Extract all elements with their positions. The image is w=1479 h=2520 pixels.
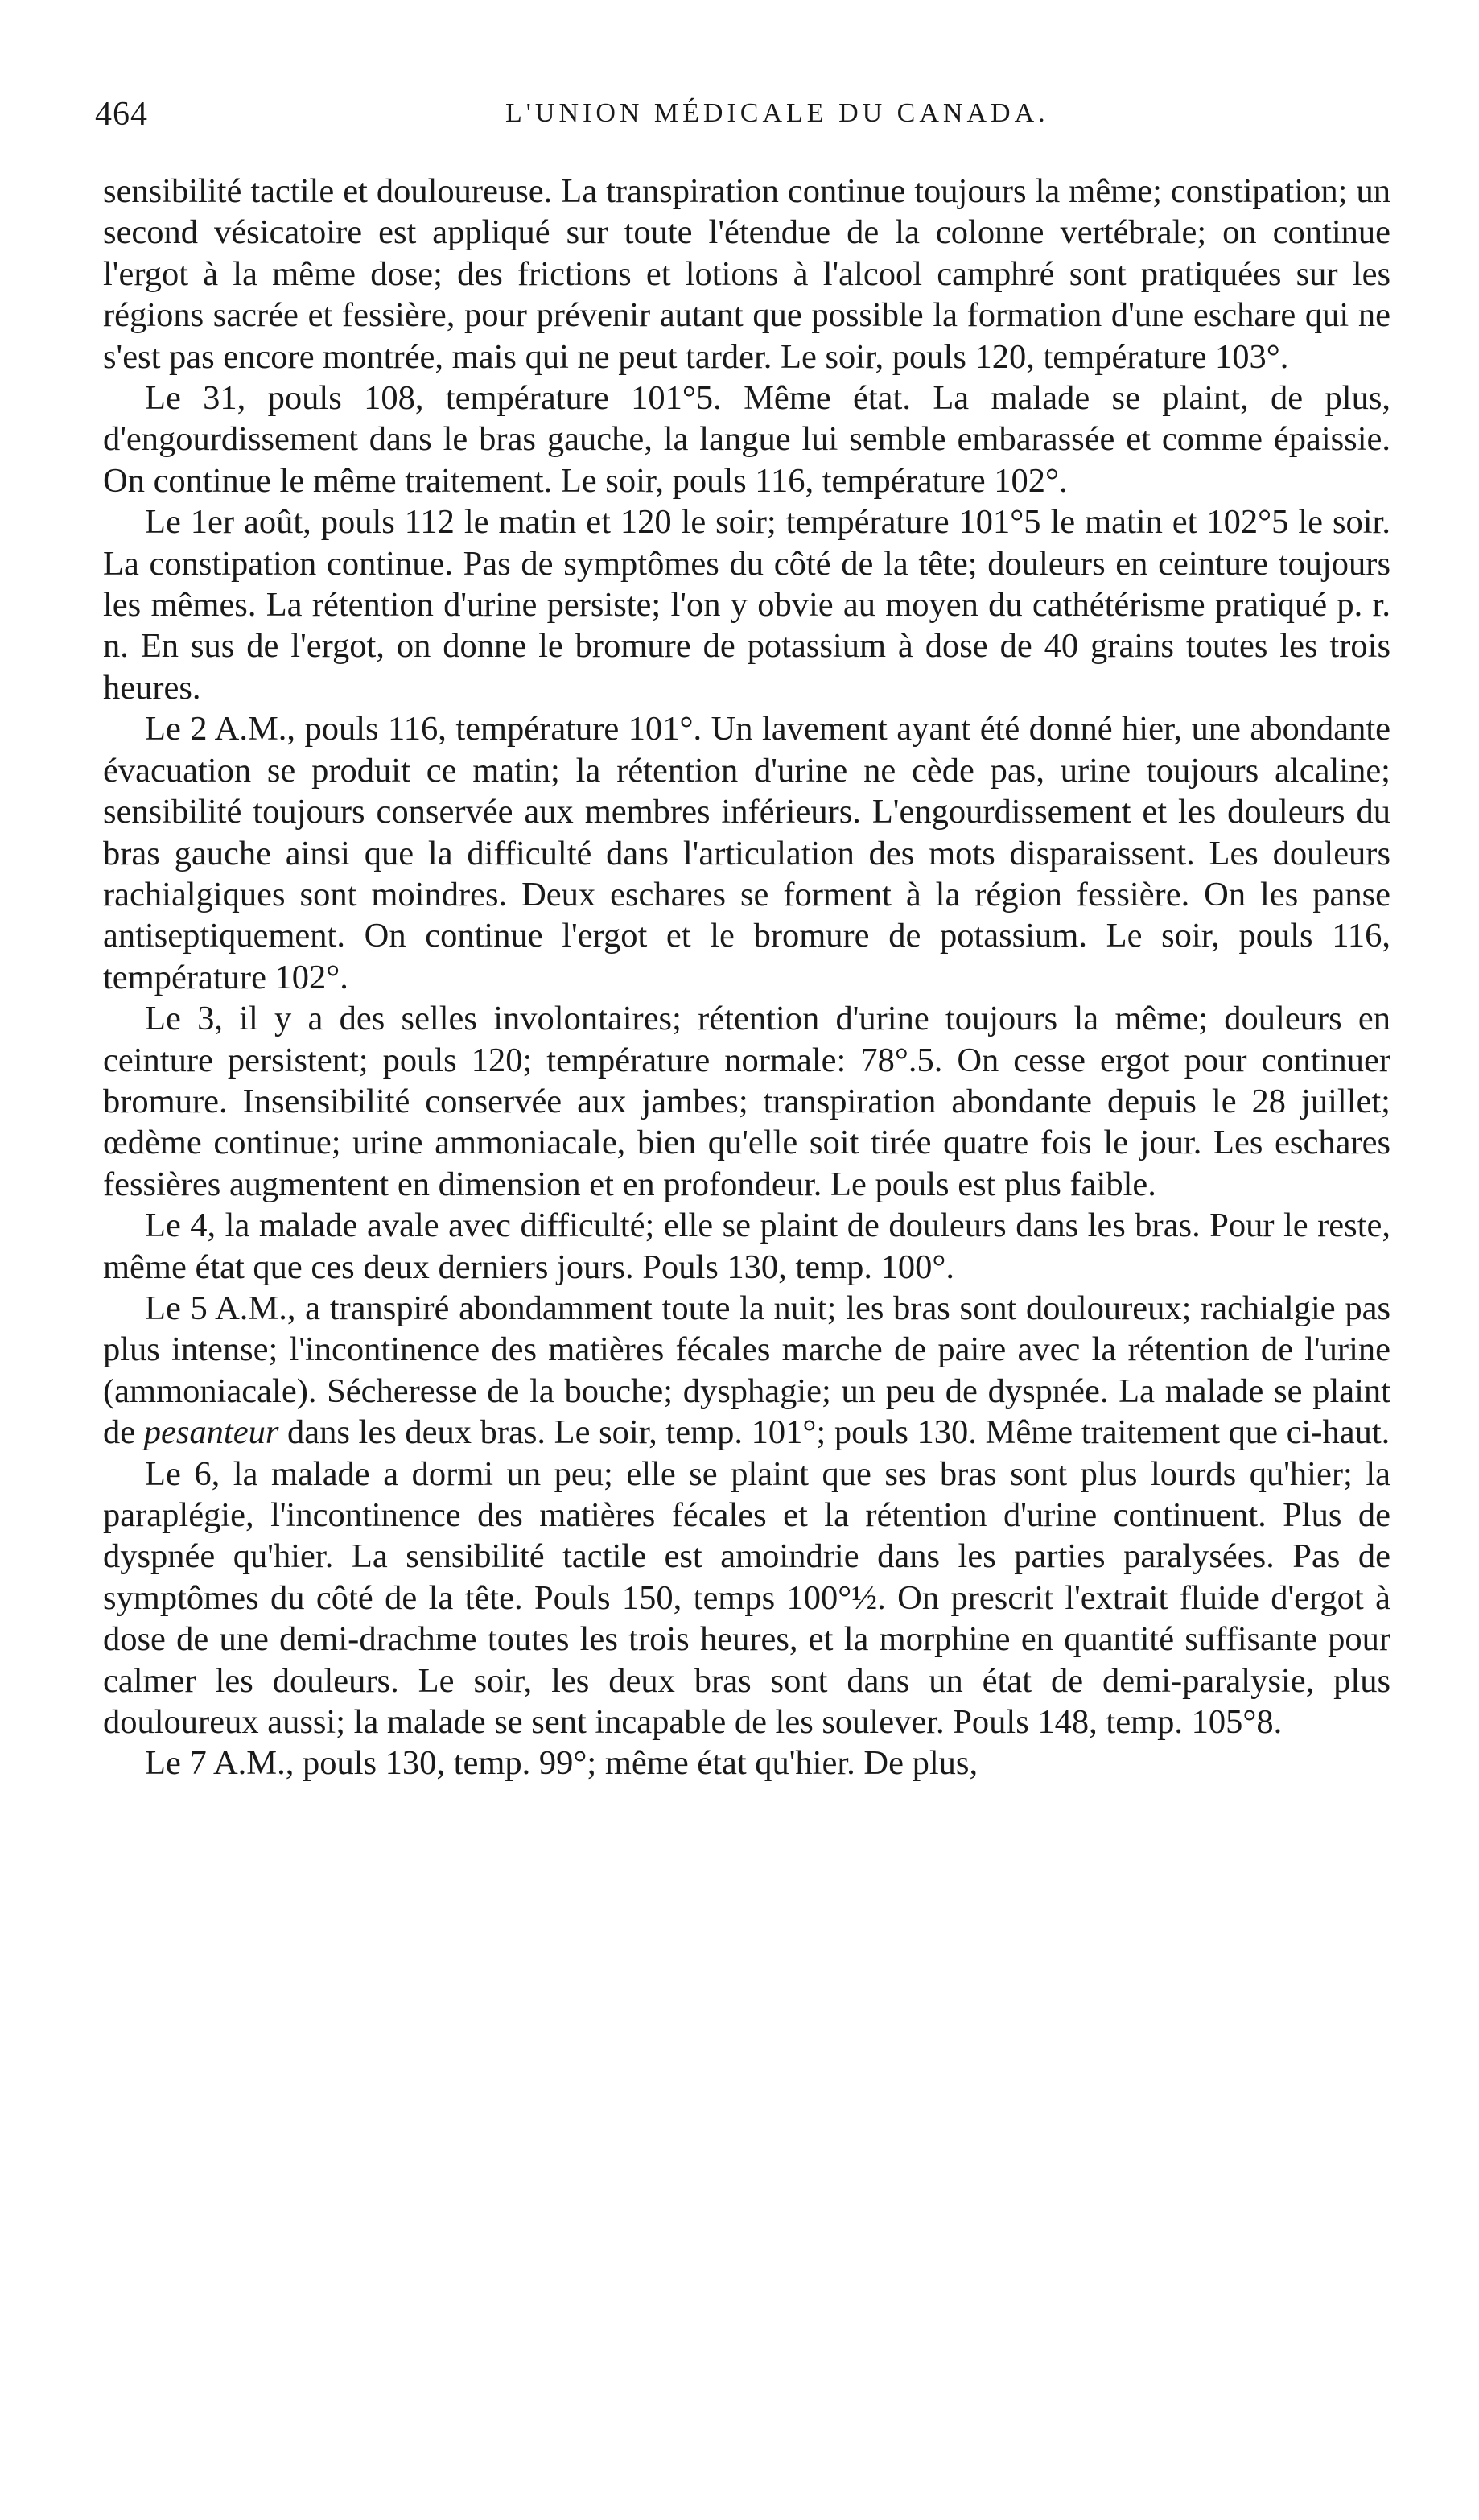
paragraph-5: Le 3, il y a des selles involontaires; rétention d'urine toujours la même; douleurs en ceinture persistent; pouls 120; température normale: 78°.5. On cesse ergot pour continuer bromure. Insensibilité conservée aux jambes; transpiration abondante depuis le 28 juillet; œdème continue; urine ammoniacale, bien qu'elle soit tirée quatre fois le jour. Les eschares fessières augmentent en dimension et en profondeur. Le pouls est plus faible. bbox=[103, 1000, 1390, 1203]
body-text bbox=[103, 171, 1390, 2473]
paragraph-7 bbox=[103, 1288, 1390, 1454]
paragraph-7-start: Le 5 A.M., a transpiré abondamment toute la nuit; les bras sont douloureux; rachialgie pas plus intense; l'incontinence des matières fécales marche de paire avec la rétention de l'urine (ammoniacale). Sécheresse de la bouche; dysphagie; un peu de dyspnée. La malade se plaint de bbox=[103, 1289, 1390, 1452]
paragraph-8: Le 6, la malade a dormi un peu; elle se plaint que ses bras sont plus lourds qu'hier; la paraplégie, l'incontinence des matières fécales et la rétention d'urine continuent. Plus de dyspnée qu'hier. La sensibilité tactile est amoindrie dans les parties paralysées. Pas de symptômes du côté de la tête. Pouls 150, temps 100°½. On prescrit l'extrait fluide d'ergot à dose de une demi-drachme toutes les trois heures, et la morphine en quantité suffisante pour calmer les douleurs. Le soir, les deux bras sont dans un état de demi-paralysie, plus douloureux aussi; la malade se sent incapable de les soulever. Pouls 148, temp. 105°8. bbox=[103, 1454, 1390, 1742]
paragraph-6: Le 4, la malade avale avec difficulté; elle se plaint de douleurs dans les bras. Pour le reste, même état que ces deux derniers jours. Pouls 130, temp. 100°. bbox=[103, 1206, 1390, 1286]
page-number: 464 bbox=[95, 96, 148, 133]
paragraph-9: Le 7 A.M., pouls 130, temp. 99°; même état qu'hier. De plus, bbox=[145, 1744, 978, 1783]
paragraph-2: Le 31, pouls 108, température 101°5. Même état. La malade se plaint, de plus, d'engourdissement dans le bras gauche, la langue lui semble embarassée et comme épaissie. On continue le même traitement. Le soir, pouls 116, température 102°. bbox=[103, 379, 1390, 500]
running-head bbox=[95, 95, 1390, 135]
paragraph-4: Le 2 A.M., pouls 116, température 101°. Un lavement ayant été donné hier, une abondante évacuation se produit ce matin; la rétention d'urine ne cède pas, urine toujours alcaline; sensibilité toujours conservée aux membres inférieurs. L'engourdissement et les douleurs du bras gauche ainsi que la difficulté dans l'articulation des mots disparaissent. Les douleurs rachialgiques sont moindres. Deux eschares se forment à la région fessière. On les panse antiseptiquement. On continue l'ergot et le bromure de potassium. Le soir, pouls 116, température 102°. bbox=[103, 710, 1390, 996]
italic-term: pesanteur bbox=[143, 1413, 279, 1452]
journal-title: L'UNION MÉDICALE DU CANADA. bbox=[505, 98, 1049, 128]
paragraph-3: Le 1er août, pouls 112 le matin et 120 le soir; température 101°5 le matin et 102°5 le soir. La constipation continue. Pas de symptômes du côté de la tête; douleurs en ceinture toujours les mêmes. La rétention d'urine persiste; l'on y obvie au moyen du cathétérisme pratiqué p. r. n. En sus de l'ergot, on donne le bromure de potassium à dose de 40 grains toutes les trois heures. bbox=[103, 503, 1390, 707]
paragraph-1: sensibilité tactile et douloureuse. La transpiration continue toujours la même; constipation; un second vésicatoire est appliqué sur toute l'étendue de la colonne vertébrale; on continue l'ergot à la même dose; des frictions et lotions à l'alcool camphré sont pratiquées sur les régions sacrée et fessière, pour prévenir autant que possible la formation d'une eschare qui ne s'est pas encore montrée, mais qui ne peut tarder. Le soir, pouls 120, température 103°. bbox=[103, 172, 1390, 376]
paragraph-7-end: dans les deux bras. Le soir, temp. 101°; pouls 130. Même traitement que ci-haut. bbox=[278, 1413, 1390, 1452]
